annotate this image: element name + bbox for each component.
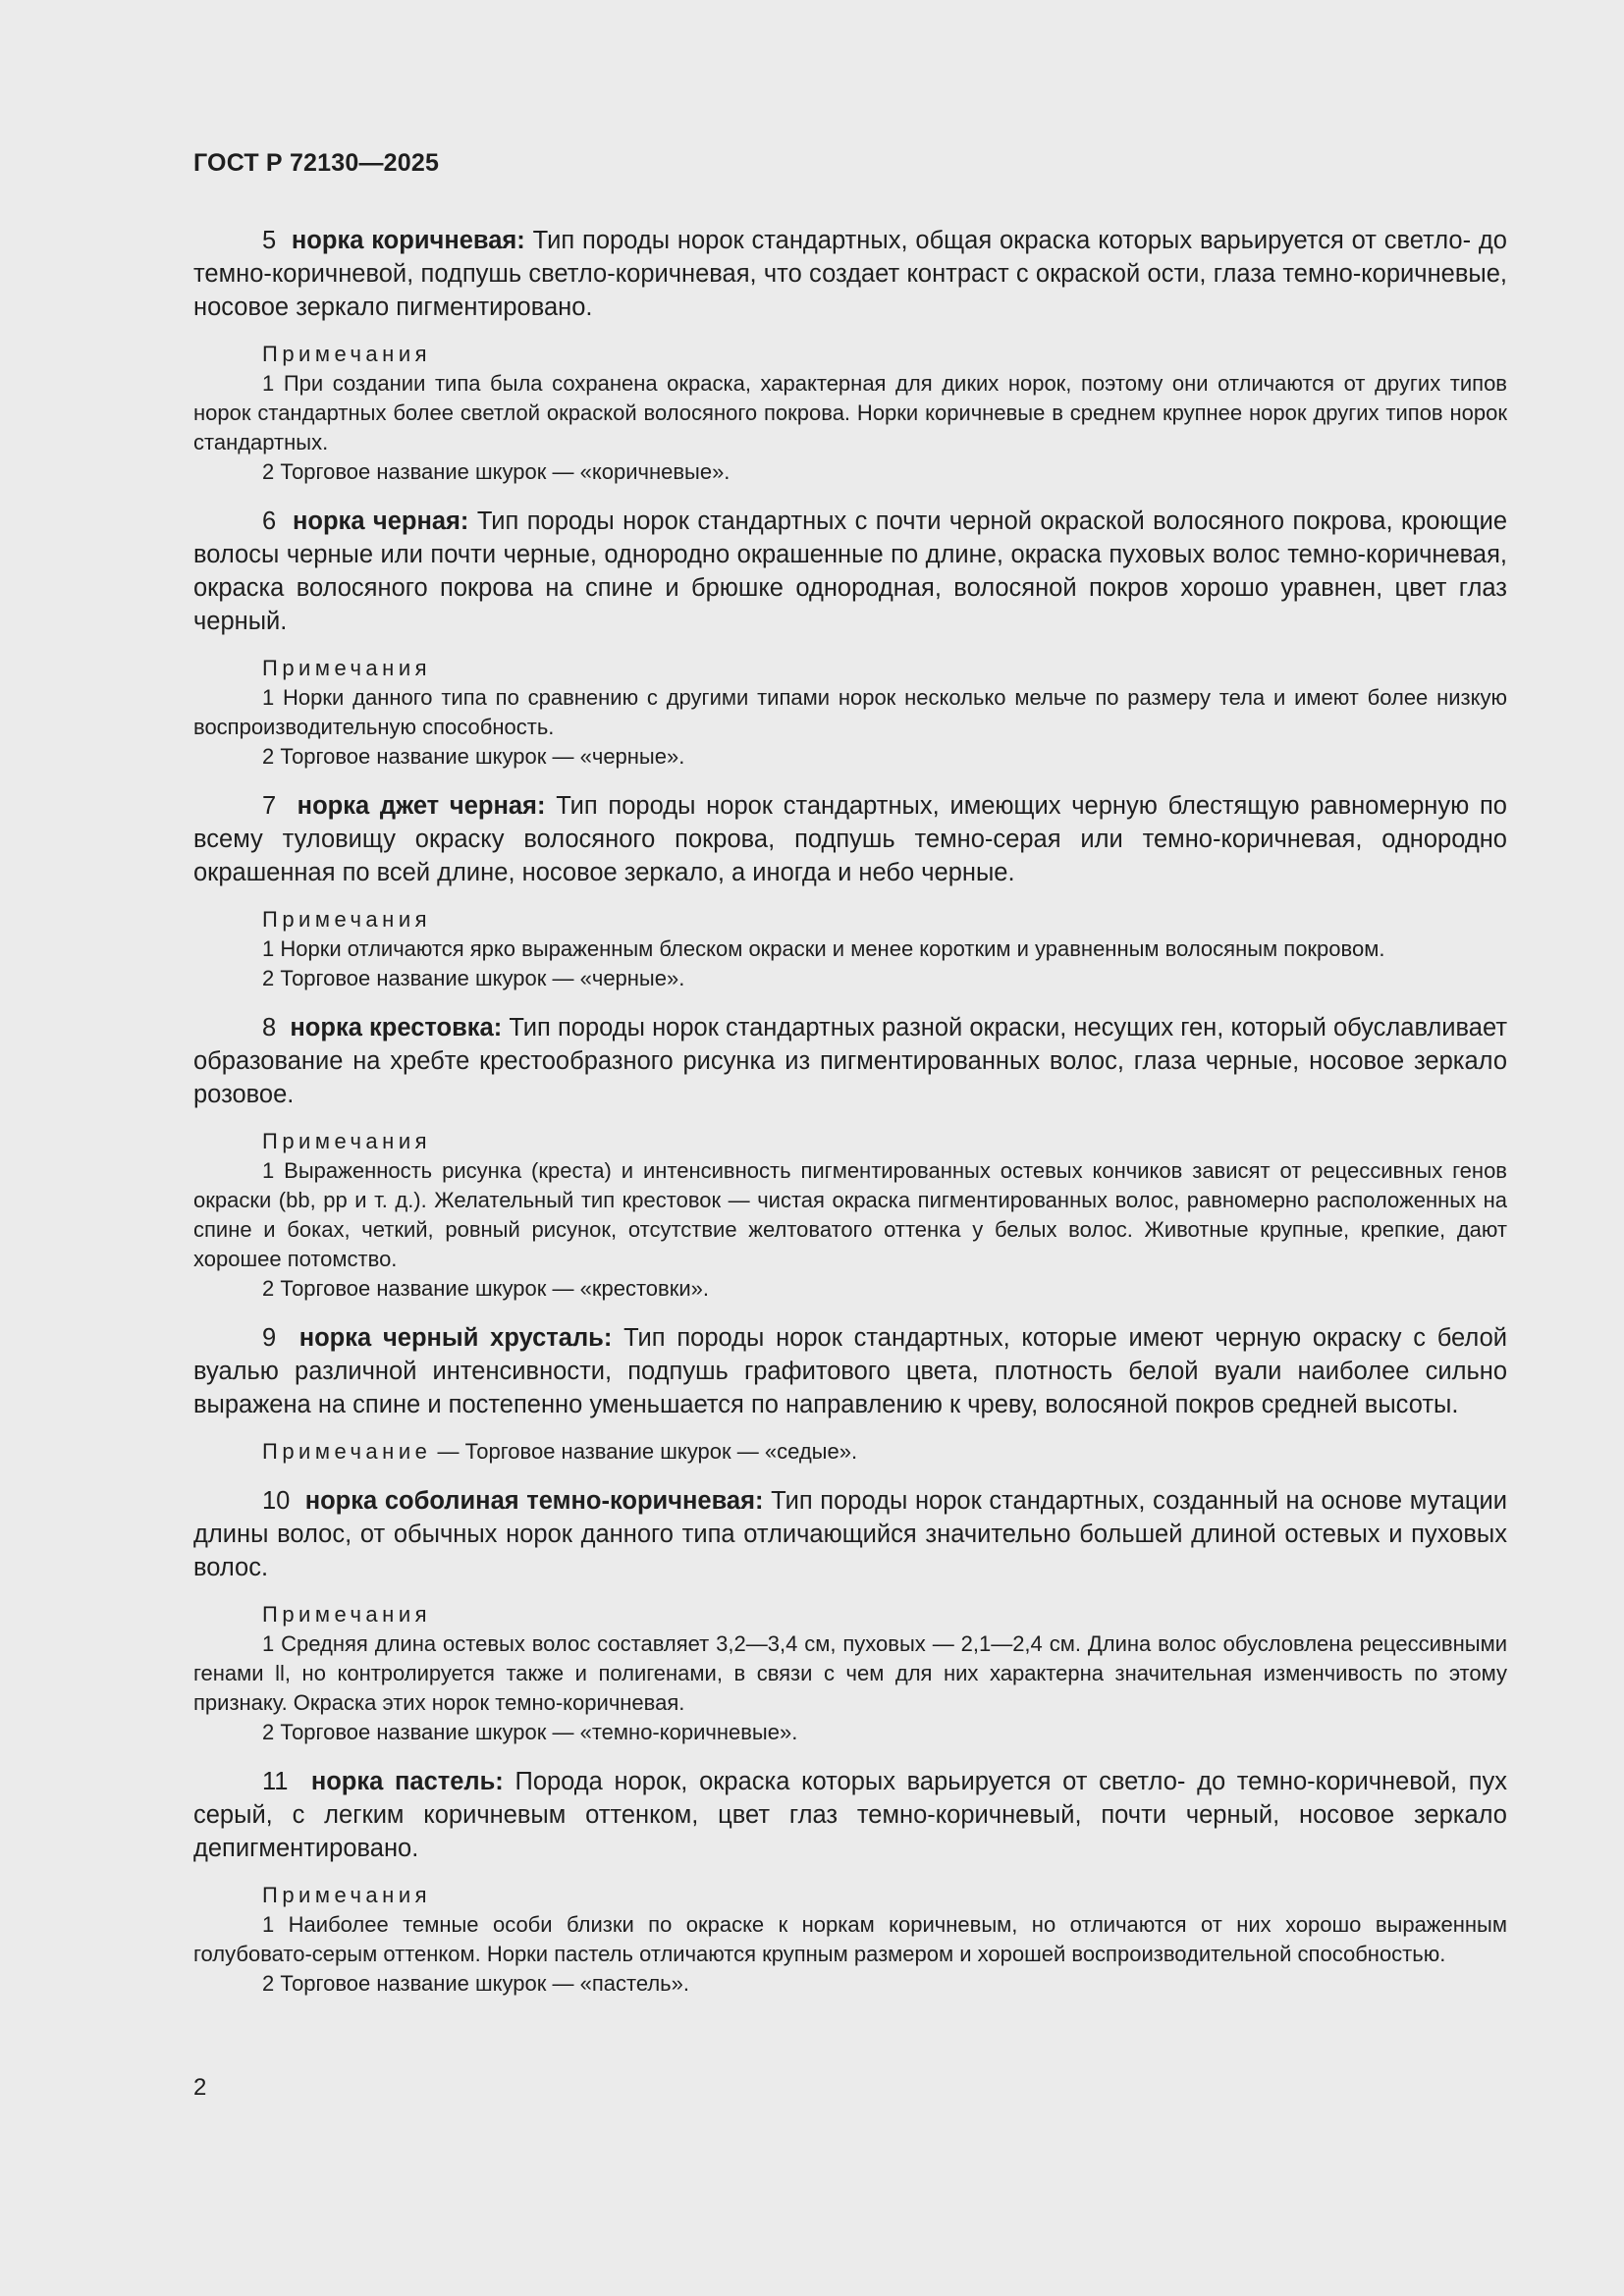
- term-name: норка джет черная:: [297, 792, 546, 820]
- note: 2 Торговое название шкурок — «крестовки».: [262, 1276, 709, 1301]
- note: 1 При создании типа была сохранена окраска, характерная для диких норок, поэтому они отличаются от других типов норок стандартных более светлой окраской волосяного покрова. Норки коричневые в среднем крупнее норок других типов норок стандартных.: [193, 371, 1507, 454]
- note: 2 Торговое название шкурок — «пастель».: [262, 1971, 689, 1996]
- note: 2 Торговое название шкурок — «черные».: [262, 744, 685, 769]
- note: 2 Торговое название шкурок — «коричневые».: [262, 459, 731, 484]
- term-definition: 7 норка джет черная: Тип породы норок стандартных, имеющих черную блестящую равномерную по всему туловищу окраску волосяного покрова, подпушь темно-серая или темно-коричневая, однородно окрашенная по всей длине, носовое зеркало, а иногда и небо черные.: [193, 792, 1507, 886]
- note: 1 Наиболее темные особи близки по окраске к норкам коричневым, но отличаются от них хорошо выраженным голубовато-серым оттенком. Норки пастель отличаются крупным размером и хорошей воспроизводительной способностью.: [193, 1912, 1507, 1966]
- term-entry: [193, 1765, 1507, 1999]
- term-entry: [193, 505, 1507, 772]
- term-name: норка пастель:: [310, 1768, 504, 1795]
- note: 1 Норки отличаются ярко выраженным блеском окраски и менее коротким и уравненным волосяным покровом.: [262, 936, 1385, 961]
- term-entry: [193, 1321, 1507, 1467]
- notes-heading: Примечания: [262, 907, 432, 932]
- term-definition: 5 норка коричневая: Тип породы норок стандартных, общая окраска которых варьируется от светло- до темно-коричневой, подпушь светло-коричневая, что создает контраст с окраской ости, глаза темно-коричневые, носовое зеркало пигментировано.: [193, 227, 1507, 321]
- notes-heading: Примечания: [262, 1129, 432, 1153]
- note: 2 Торговое название шкурок — «черные».: [262, 966, 685, 990]
- term-definition: 8 норка крестовка: Тип породы норок стандартных разной окраски, несущих ген, который обуславливает образование на хребте крестообразного рисунка из пигментированных волос, глаза черные, носовое зеркало розовое.: [193, 1014, 1508, 1108]
- term-definition: 9 норка черный хрусталь: Тип породы норок стандартных, которые имеют черную окраску с белой вуалью различной интенсивности, подпушь графитового цвета, плотность белой вуали наиболее сильно выражена на спине и постепенно уменьшается по направлению к чреву, волосяной покров средней высоты.: [193, 1324, 1507, 1418]
- note-heading: Примечание: [262, 1439, 432, 1464]
- term-name: норка соболиная темно-коричневая:: [304, 1487, 764, 1515]
- notes-heading: Примечания: [262, 342, 432, 366]
- term-definition: 6 норка черная: Тип породы норок стандартных с почти черной окраской волосяного покрова, кроющие волосы черные или почти черные, однородно окрашенные по длине, окраска пуховых волос темно-коричневая, окраска волосяного покрова на спине и брюшке однородная, волосяной покров хорошо уравнен, цвет глаз черный.: [193, 507, 1507, 635]
- note: 1 Норки данного типа по сравнению с другими типами норок несколько мельче по размеру тела и имеют более низкую воспроизводительную способность.: [193, 685, 1507, 739]
- document-header: ГОСТ Р 72130—2025: [193, 149, 440, 177]
- term-definition: 11 норка пастель: Порода норок, окраска которых варьируется от светло- до темно-коричневой, пух серый, с легким коричневым оттенком, цвет глаз темно-коричневый, почти черный, носовое зеркало депигментировано.: [193, 1768, 1508, 1862]
- term-entry: [193, 224, 1507, 487]
- note: 1 Выраженность рисунка (креста) и интенсивность пигментированных остевых кончиков зависят от рецессивных генов окраски (bb, pp и т. д.). Желательный тип крестовок — чистая окраска пигментированных волос, равномерно расположенных на спине и боках, четкий, ровный рисунок, отсутствие желтоватого оттенка у белых волос. Животные крупные, крепкие, дают хорошее потомство.: [193, 1158, 1507, 1271]
- notes-heading: Примечания: [262, 1602, 432, 1627]
- term-name: норка коричневая:: [291, 227, 525, 254]
- term-name: норка черный хрусталь:: [298, 1324, 613, 1352]
- term-entry: [193, 1484, 1507, 1747]
- document-body: [193, 224, 1507, 2016]
- note: 2 Торговое название шкурок — «темно-коричневые».: [262, 1720, 798, 1744]
- term-entry: [193, 789, 1507, 993]
- single-note: Примечание — Торговое название шкурок — «седые».: [262, 1439, 858, 1464]
- notes-heading: Примечания: [262, 656, 432, 680]
- page-number: 2: [193, 2074, 207, 2101]
- term-definition: 10 норка соболиная темно-коричневая: Тип породы норок стандартных, созданный на основе мутации длины волос, от обычных норок данного типа отличающийся значительно большей длиной остевых и пуховых волос.: [193, 1487, 1507, 1581]
- note: 1 Средняя длина остевых волос составляет 3,2—3,4 см, пуховых — 2,1—2,4 см. Длина волос обусловлена рецессивными генами ll, но контролируется также и полигенами, в связи с чем для них характерна значительная изменчивость по этому признаку. Окраска этих норок темно-коричневая.: [193, 1631, 1507, 1715]
- notes-heading: Примечания: [262, 1883, 432, 1907]
- term-name: норка черная:: [293, 507, 469, 535]
- term-entry: [193, 1011, 1507, 1304]
- term-name: норка крестовка:: [290, 1014, 503, 1041]
